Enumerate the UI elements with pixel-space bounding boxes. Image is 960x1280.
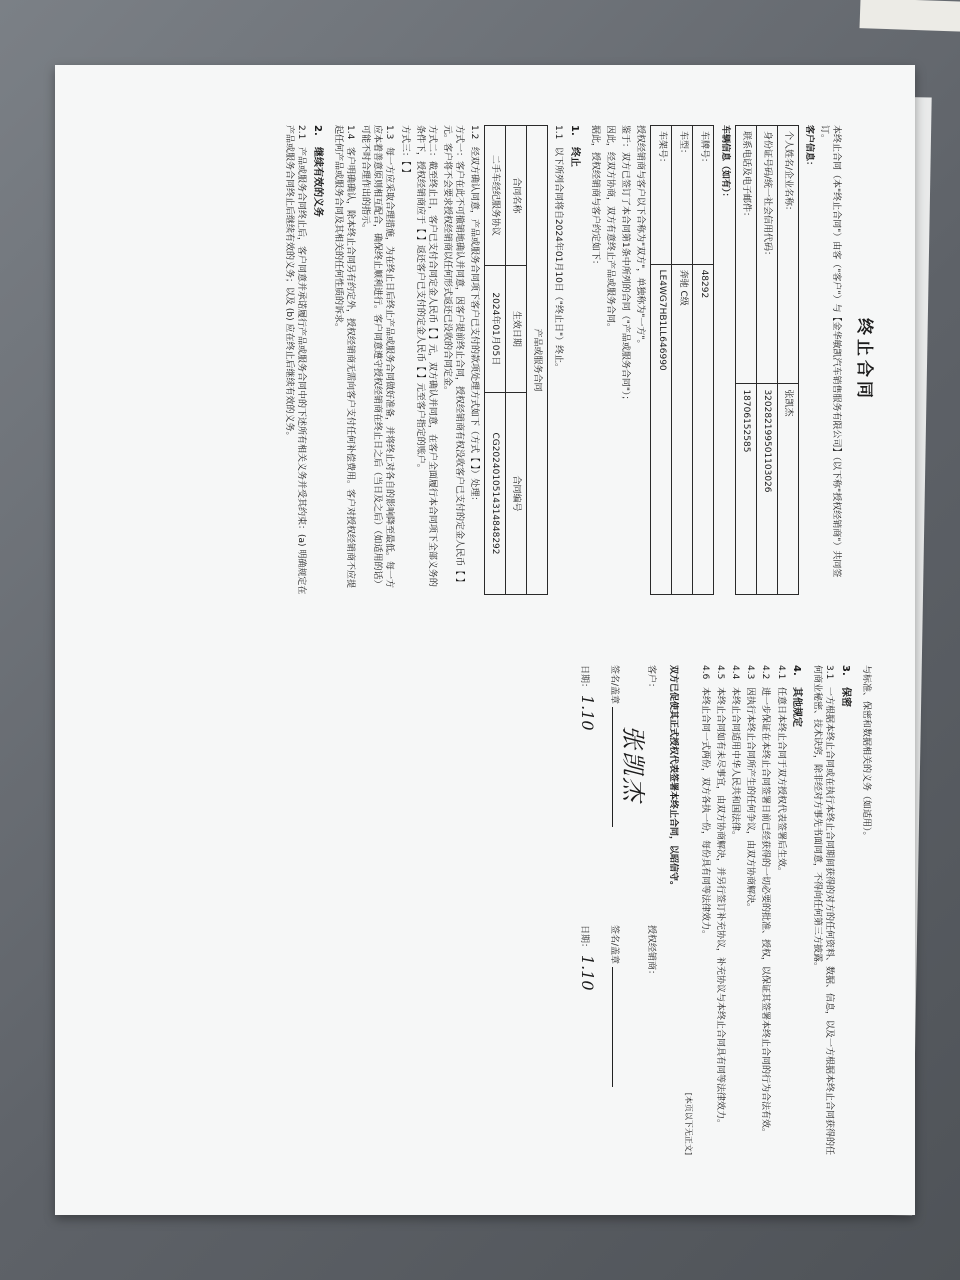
customer-date-line bbox=[576, 665, 598, 895]
section-4-title-text: 其他规定 bbox=[791, 687, 803, 727]
clause-1-2-text: 经双方确认同意，产品或服务合同项下客户已支付的款项处理方式如下（方式【 】）处理： bbox=[469, 147, 480, 506]
table-cell: 奔驰 C级 bbox=[672, 264, 693, 594]
agreement-paragraph: 据此，授权经销商与客户约定如下： bbox=[590, 125, 601, 270]
right-top-paragraph: 与标准、保密和数据相关的义务（如适用）。 bbox=[861, 665, 871, 841]
parties-paragraph: 授权经销商与客户以下合称为"双方"，单独称为"一方"。 bbox=[635, 125, 646, 349]
vehicle-info-table bbox=[651, 125, 715, 595]
vehicle-info-label: 车辆信息（如有）： bbox=[719, 125, 730, 202]
contract-table bbox=[484, 125, 548, 595]
table-row bbox=[672, 126, 693, 595]
table-row bbox=[485, 126, 506, 595]
right-column bbox=[547, 665, 875, 1155]
table-cell: 个人姓名/企业名称： bbox=[777, 126, 798, 384]
table-cell: 车型： bbox=[672, 126, 693, 265]
table-cell: 生效日期 bbox=[506, 265, 527, 392]
table-cell: 联系电话及电子邮件： bbox=[735, 126, 756, 384]
clause-3-1: 3.1一方根据本终止合同或在执行本终止合同期间获得的对方的任何资料、数据、信息，以及一方根据本终止合同获得的任何商业秘密、技术诀窍，除非经对方事先书面同意，不得向任何第三方披露。 bbox=[812, 665, 835, 1156]
clause-1-3-text: 每一方应采取合理措施，为在终止日后终止产品或服务合同做好准备，并将终止对各自的影响降至最低。每一方应本着善意原则相互配合，确保终止顺利进行。客户同意遵守授权经销商在终止日之后（当日及之后）（如适用的话）可能不时合理作出的指示。 bbox=[360, 125, 395, 589]
sign-label: 签名/盖章 bbox=[608, 925, 619, 965]
hence-paragraph: 因此，经双方协商，双方有意终止产品或服务合同。 bbox=[605, 125, 616, 333]
handwritten-date: 1.10 bbox=[577, 954, 597, 991]
table-cell: 18706152585 bbox=[735, 384, 756, 595]
clause-4-3: 4.3因执行本终止合同所产生的任何争议，由双方协商解决。 bbox=[745, 665, 756, 913]
clause-1-3: 1.3每一方应采取合理措施，为在终止日后终止产品或服务合同做好准备，并将终止对各自的影响降至最低。每一方应本着善意原则相互配合，确保终止顺利进行。客户同意遵守授权经销商在终止日之后（当日及之后）（如适用的话）可能不时合理作出的指示。 bbox=[360, 125, 395, 589]
table-cell: 合同编号 bbox=[506, 392, 527, 594]
clause-4-3-text: 因执行本终止合同所产生的任何争议，由双方协商解决。 bbox=[745, 687, 756, 913]
no-text-below-note: [本页以下无正文] bbox=[683, 1092, 693, 1155]
clause-4-5: 4.5本终止合同如有未尽事宜，由双方协商解决，并另行签订补充协议，补充协议与本终止合同具有同等法律效力。 bbox=[715, 665, 726, 1129]
table-cell: 48292 bbox=[693, 264, 714, 594]
date-label: 日期： bbox=[578, 925, 589, 953]
clause-1-4: 1.4客户明确确认，除本终止合同另有约定外，授权经销商无需向客户支付任何补偿费用。客户对授权经销商不应提起任何产品或服务合同及其相关的任何性质的诉求。 bbox=[332, 125, 356, 589]
whereas-paragraph: 鉴于：双方已签订了本合同第1条中所列的合同（"产品或服务合同"）； bbox=[620, 125, 631, 405]
section-1-title-text: 终止 bbox=[568, 147, 580, 167]
table-cell: LE4WG7HB1LL646990 bbox=[651, 264, 672, 594]
table-cell: 张凯杰 bbox=[777, 384, 798, 595]
table-cell: 身份证号码/统一社会信用代码： bbox=[756, 126, 777, 384]
dealer-label: 授权经销商： bbox=[645, 925, 656, 980]
intro-paragraph: 本终止合同（本"终止合同"）由客（"客户"）与【金华敏凯汽车销售服务有限公司】（以下称"授权经销商"）共同签订。 bbox=[818, 125, 842, 578]
clause-1-2-c: 方式三：【 】 bbox=[399, 125, 410, 178]
left-column bbox=[280, 125, 875, 595]
clause-2-1: 2.1产品或服务合同终止后，客户同意并承诺履行产品或服务合同中的下述所有相关义务并受其约束：(a) 明确规定在产品或服务合同终止后继续有效的义务；以及 (b) 应在终止后继续有效的义务。 bbox=[284, 125, 307, 595]
clause-4-4-text: 本终止合同适用中华人民共和国法律。 bbox=[730, 687, 741, 841]
table-cell: 车牌号： bbox=[693, 126, 714, 265]
signing-intro: 双方已促使其正式授权代表签署本终止合同，以昭信守。 bbox=[667, 665, 678, 891]
section-2-title-text: 继续有效的义务 bbox=[311, 147, 323, 217]
clause-2-1-text: 产品或服务合同终止后，客户同意并承诺履行产品或服务合同中的下述所有相关义务并受其约束：(a) 明确规定在产品或服务合同终止后继续有效的义务；以及 (b) 应在终止后继续有效的义务。 bbox=[284, 125, 307, 595]
document-content bbox=[55, 65, 915, 1215]
contract-paper bbox=[55, 65, 915, 1215]
section-4-title: 4.其他规定 bbox=[791, 665, 803, 727]
date-label: 日期： bbox=[578, 665, 589, 693]
clause-1-2-b: 方式二：截至终止日，客户已支付合同定金人民币【 】元，双方确认并同意，在客户全面履行本合同项下全部义务的条件下，授权经销商应于【 】返还客户已支付的定金人民币【 】元至客户指定的账户。 bbox=[414, 125, 437, 587]
table-header: 产品或服务合同 bbox=[527, 126, 548, 595]
table-row bbox=[693, 126, 714, 595]
table-row bbox=[777, 126, 798, 595]
clause-1-4-text: 客户明确确认，除本终止合同另有约定外，授权经销商无需向客户支付任何补偿费用。客户对授权经销商不应提起任何产品或服务合同及其相关的任何性质的诉求。 bbox=[332, 125, 356, 589]
handwritten-signature: 张凯杰 bbox=[618, 725, 647, 803]
dealer-signature-area bbox=[576, 925, 657, 1155]
clause-1-1: 1.1以下所列合同将自2024年01月10日（"终止日"）终止。 bbox=[553, 125, 564, 373]
paper-stack bbox=[860, 0, 960, 32]
signature-block bbox=[547, 665, 657, 1155]
customer-info-table bbox=[735, 125, 799, 595]
customer-info-label: 客户信息： bbox=[803, 125, 814, 171]
dealer-date-line bbox=[576, 925, 598, 1155]
clause-3-1-text: 一方根据本终止合同或在执行本终止合同期间获得的对方的任何资料、数据、信息，以及一方根据本终止合同获得的任何商业秘密、技术诀窍，除非经对方事先书面同意，不得向任何第三方披露。 bbox=[812, 665, 835, 1156]
signature-line bbox=[612, 967, 623, 1087]
section-3-title-text: 保密 bbox=[839, 687, 851, 707]
clause-4-6: 4.6本终止合同一式两份，双方各执一份，每份具有同等法律效力。 bbox=[699, 665, 710, 940]
customer-signature-area bbox=[576, 665, 657, 895]
table-cell: 车架号： bbox=[651, 126, 672, 265]
clause-1-2-a: 方式一：客户在此不可撤销地确认并同意，因客户提前终止合同，授权经销商有权没收客户已支付的定金人民币【 】元。客户将不会要求授权经销商以任何形式返还已没收的合同定金。 bbox=[442, 125, 465, 587]
dealer-sign-line bbox=[608, 925, 623, 1155]
clause-4-1-text: 任意日本终止合同于双方授权代表签署后生效。 bbox=[775, 687, 786, 877]
table-cell: CG20240105143148482​92 bbox=[485, 392, 506, 594]
clause-4-2: 4.2进一步保证在本终止合同签署日前已经获得的一切必要的批准、授权，以保证其签署本终止合同的行为合法有效。 bbox=[760, 665, 771, 1138]
section-2-title: 2.继续有效的义务 bbox=[311, 125, 323, 217]
clause-4-2-text: 进一步保证在本终止合同签署日前已经获得的一切必要的批准、授权，以保证其签署本终止合同的行为合法有效。 bbox=[760, 687, 771, 1138]
clause-4-6-text: 本终止合同一式两份，双方各执一份，每份具有同等法律效力。 bbox=[699, 687, 710, 940]
section-3-title: 3.保密 bbox=[839, 665, 851, 707]
table-cell: 二手车经纪服务协议 bbox=[485, 126, 506, 266]
table-row bbox=[527, 126, 548, 595]
customer-label: 客户： bbox=[645, 665, 656, 693]
table-cell: 2024年01月05日 bbox=[485, 265, 506, 392]
clause-4-4: 4.4本终止合同适用中华人民共和国法律。 bbox=[730, 665, 741, 841]
clause-1-2: 1.2经双方确认同意，产品或服务合同项下客户已支付的款项处理方式如下（方式【 】）处理： bbox=[469, 125, 480, 506]
table-row bbox=[735, 126, 756, 595]
table-row bbox=[506, 126, 527, 595]
clause-4-1: 4.1任意日本终止合同于双方授权代表签署后生效。 bbox=[775, 665, 786, 877]
handwritten-date: 1.10 bbox=[577, 694, 597, 731]
table-row bbox=[756, 126, 777, 595]
table-cell: 合同名称 bbox=[506, 126, 527, 266]
table-cell: 320282199501103026 bbox=[756, 384, 777, 595]
document-title: 终止合同 bbox=[854, 318, 874, 402]
sign-label: 签名/盖章 bbox=[608, 665, 619, 705]
clause-4-5-text: 本终止合同如有未尽事宜，由双方协商解决，并另行签订补充协议，补充协议与本终止合同具有同等法律效力。 bbox=[715, 687, 726, 1129]
table-row bbox=[651, 126, 672, 595]
section-1-title: 1.终止 bbox=[568, 125, 580, 167]
clause-1-1-text: 以下所列合同将自2024年01月10日（"终止日"）终止。 bbox=[553, 147, 564, 373]
